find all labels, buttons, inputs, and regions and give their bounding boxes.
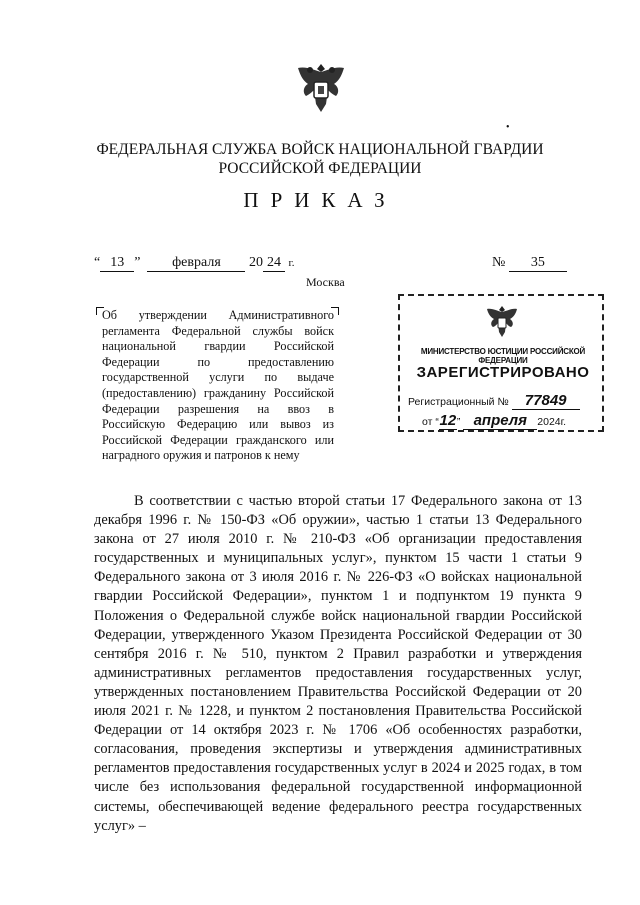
date-day: 13: [100, 255, 134, 272]
date-year-prefix: 20: [248, 255, 263, 270]
date-month: февраля: [147, 255, 245, 272]
order-subject: Об утверждении Административного регламента Федеральной службы войск национальной гвардии Российской Федерации по предоставлению государственной услуги по выдаче (предоставлению) гражданину Российской Федерации разрешения на ввоз в Российскую Федерацию или вывоз из Российской Федерации гражданского или наградного оружия и патронов к нему: [102, 308, 334, 463]
organization-line-2: РОССИЙСКОЙ ФЕДЕРАЦИИ: [218, 160, 422, 177]
date-field: “ 13 ” февраля 20 24 г.: [94, 255, 295, 270]
stamp-date-prefix: от: [422, 416, 433, 428]
order-number-field: [492, 255, 567, 272]
stamp-date-day: 12: [439, 412, 457, 429]
date-year-mark: г.: [288, 257, 295, 269]
registration-stamp: [398, 294, 604, 432]
city: Москва: [306, 275, 345, 289]
coat-of-arms-icon: [294, 60, 348, 118]
stamp-date-month: апреля: [463, 412, 537, 430]
stamp-date-year: 2024: [537, 416, 561, 428]
organization-name: [60, 140, 580, 178]
body-paragraph: В соответствии с частью второй статьи 17 Федерального закона от 13 декабря 1996 г. № 150-ФЗ «Об оружии», частью 1 статьи 13 Федерального закона от 27 июля 2010 г. № 210-ФЗ «Об организации предоставления государственных и муниципальных услуг», пунктом 15 части 1 статьи 9 Федерального закона от 3 июля 2016 г. № 226-ФЗ «О войсках национальной гвардии Российской Федерации», пунктом 1 и подпунктом 19 пункта 9 Положения о Федеральной службе войск национальной гвардии Российской Федерации, утвержденного Указом Президента Российской Федерации от 30 сентября 2016 г. № 510, пунктом 2 Правил разработки и утверждения административных регламентов предоставления государственных услуг, утвержденных постановлением Правительства Российской Федерации от 20 июля 2021 г. № 1228, и пунктом 2 постановления Правительства Российской Федерации от 14 октября 2023 г. № 1706 «Об особенностях разработки, согласования, проведения экспертизы и утверждения административных регламентов предоставления государственных услуг в 2024 и 2025 годах, в том числе без использования федеральной государственной информационной системы, обеспечивающей ведение федерального реестра государственных услуг» –: [94, 493, 582, 834]
order-body: [94, 492, 582, 836]
stamp-reg-number: 77849: [512, 392, 580, 410]
margin-mark: •: [506, 122, 510, 133]
stamp-ministry: МИНИСТЕРСТВО ЮСТИЦИИ РОССИЙСКОЙ ФЕДЕРАЦИИ: [420, 347, 586, 365]
stamp-date: от “12” апреля 2024г.: [422, 412, 567, 429]
organization-line-1: ФЕДЕРАЛЬНАЯ СЛУЖБА ВОЙСК НАЦИОНАЛЬНОЙ ГВАРДИИ: [96, 141, 544, 158]
stamp-status: ЗАРЕГИСТРИРОВАНО: [416, 364, 590, 381]
order-number-label: №: [492, 255, 506, 270]
stamp-registration-number: [408, 392, 598, 410]
document-type: ПРИКАЗ: [243, 188, 397, 212]
stamp-emblem-icon: [485, 304, 519, 340]
date-year-suffix: 24: [263, 255, 285, 272]
stamp-reg-label: Регистрационный №: [408, 396, 509, 408]
order-number: 35: [509, 255, 567, 272]
